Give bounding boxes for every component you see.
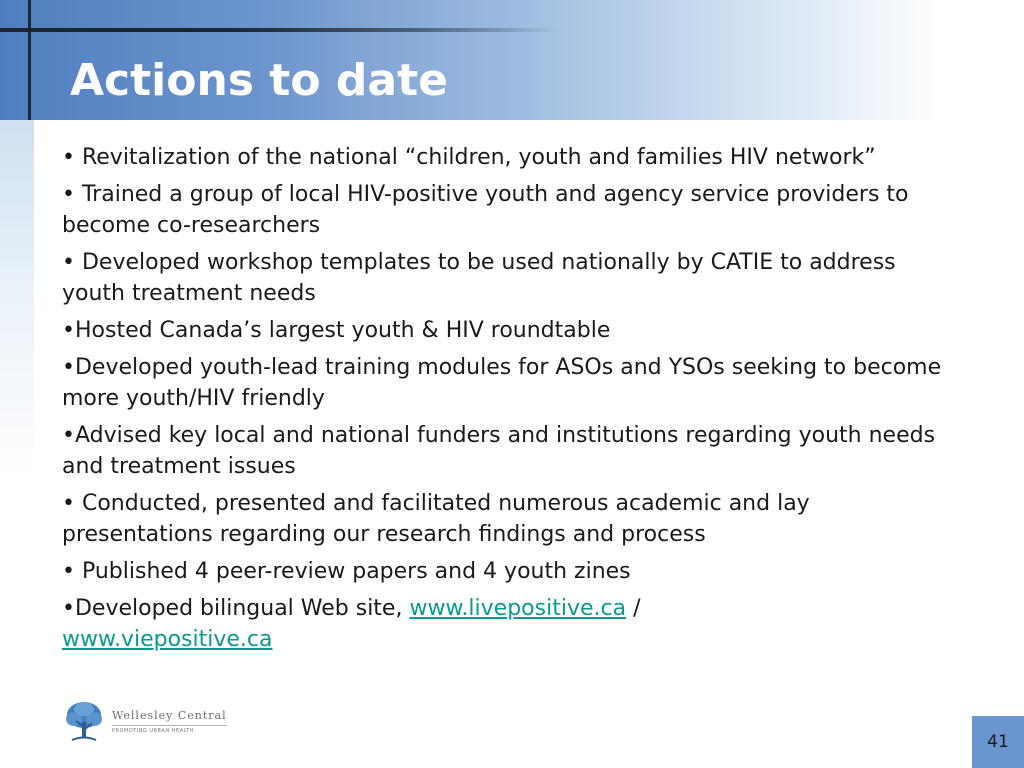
bullet-item-training-modules: •Developed youth-lead training modules for ASOs and YSOs seeking to become more youth/HIV friendly [62, 355, 942, 411]
left-gradient-band [0, 120, 34, 480]
logo-tagline: PROMOTING URBAN HEALTH [112, 725, 227, 735]
bullet-item-advised-funders: •Advised key local and national funders and institutions regarding youth needs and treatment issues [62, 423, 936, 479]
bullet-item-workshop-templates: • Developed workshop templates to be used nationally by CATIE to address youth treatment needs [62, 250, 896, 306]
bullet-item-roundtable: •Hosted Canada’s largest youth & HIV roundtable [62, 318, 611, 343]
header-horizontal-line [0, 28, 560, 32]
link-separator: / [626, 596, 641, 621]
bullet-item-published-papers: • Published 4 peer-review papers and 4 youth zines [62, 559, 631, 584]
bullet-item-trained-group: • Trained a group of local HIV-positive youth and agency service providers to become co-researchers [62, 182, 909, 238]
bullet-item-presentations: • Conducted, presented and facilitated numerous academic and lay presentations regarding our research findings and process [62, 491, 810, 547]
bullet-list [62, 142, 962, 661]
tree-icon [64, 700, 104, 744]
website-bullet-text: •Developed bilingual Web site, [62, 596, 410, 621]
logo-name: Wellesley Central [112, 709, 227, 722]
slide-title: Actions to date [70, 55, 448, 106]
header-vertical-line [28, 0, 31, 120]
bullet-item-website [62, 593, 962, 655]
logo-text [112, 709, 227, 735]
wellesley-central-logo [64, 700, 244, 744]
livepositive-link[interactable]: www.livepositive.ca [409, 596, 627, 621]
slide-number: 41 [972, 716, 1024, 768]
bullet-item-revitalization: • Revitalization of the national “children, youth and families HIV network” [62, 145, 876, 170]
viepositive-link[interactable]: www.viepositive.ca [62, 627, 273, 652]
